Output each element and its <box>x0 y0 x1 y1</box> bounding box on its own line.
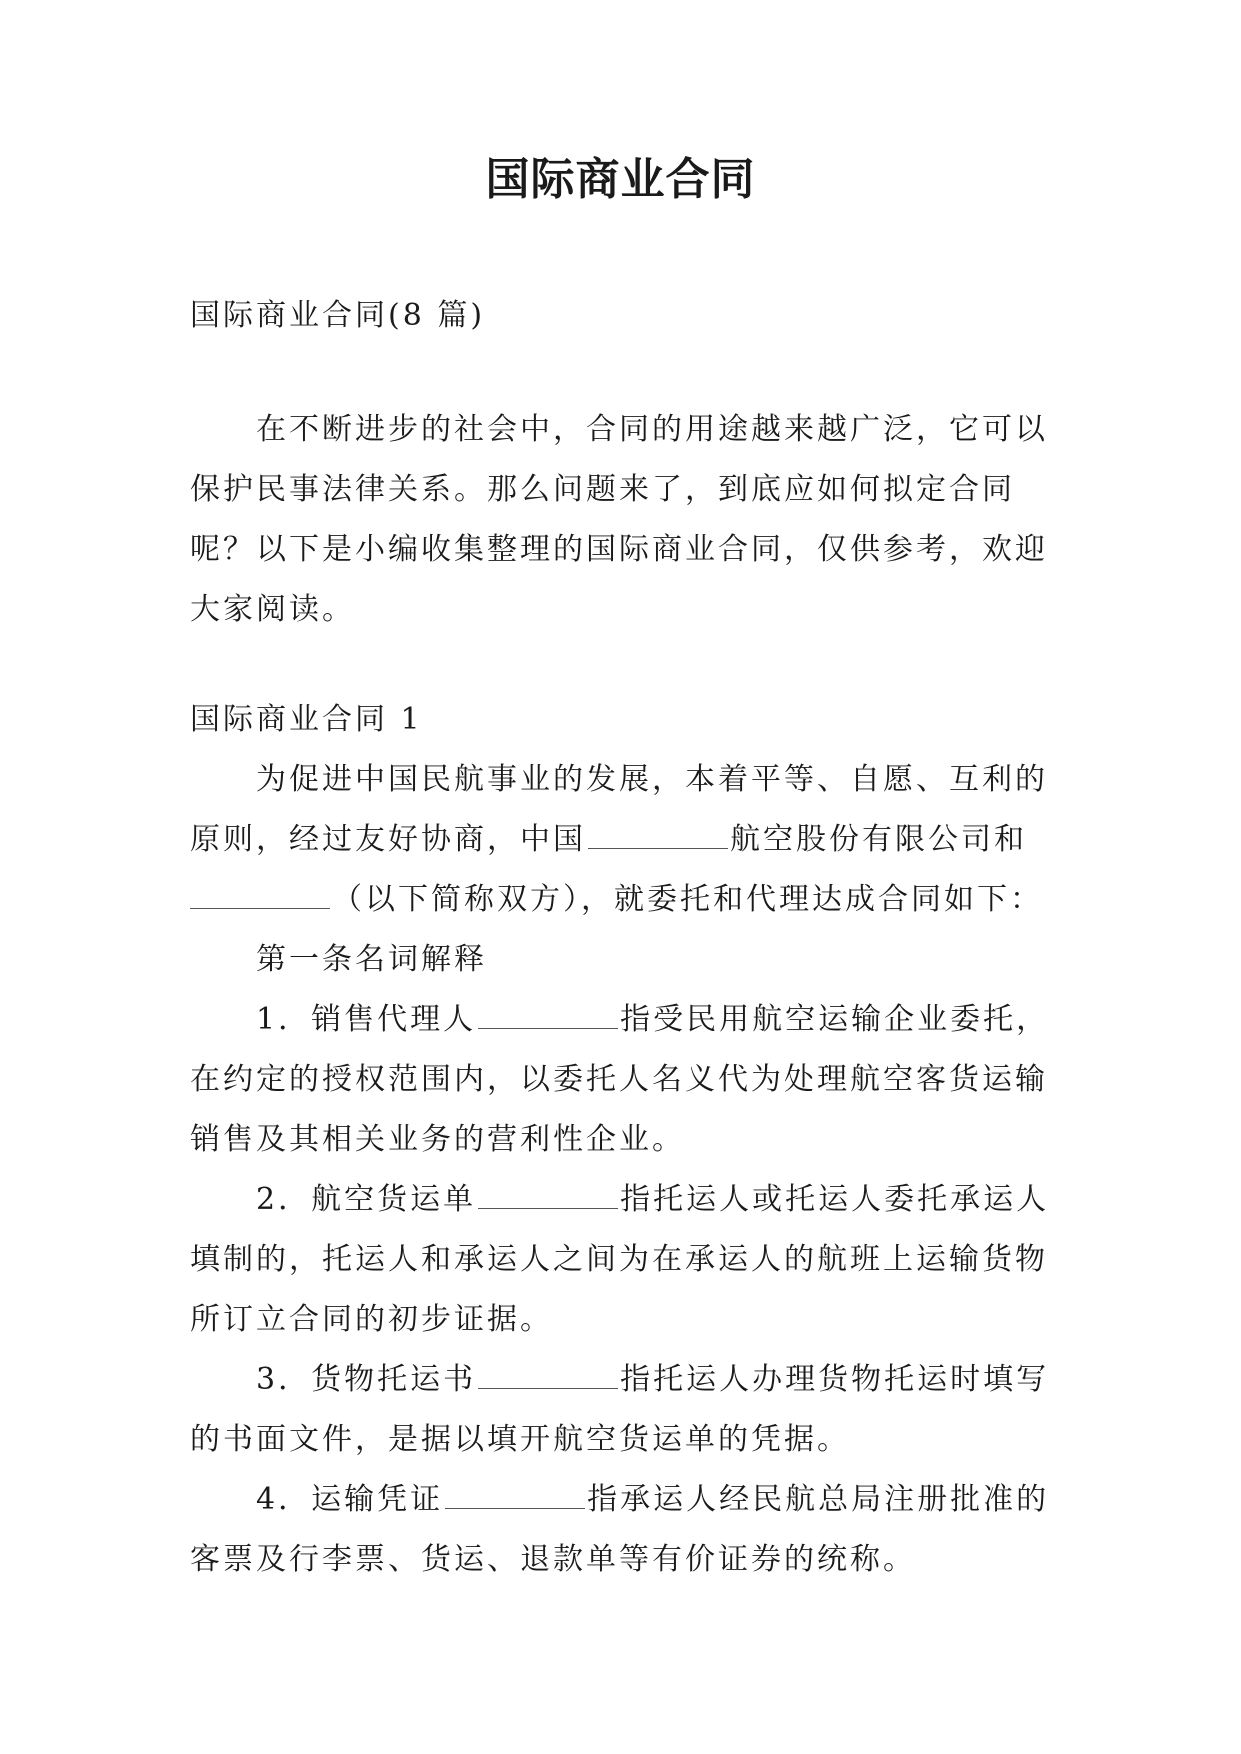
definition-term: 4．运输凭证 <box>256 1482 444 1517</box>
contract-section-1 <box>190 690 1060 1590</box>
definition-item-4 <box>190 1470 1060 1590</box>
preamble-text-c: （以下简称双方），就委托和代理达成合同如下： <box>332 882 1043 917</box>
intro-section <box>190 400 1060 640</box>
definition-term: 1．销售代理人 <box>256 1002 477 1037</box>
blank-line <box>478 1027 618 1029</box>
blank-line <box>445 1507 585 1509</box>
section-heading: 国际商业合同 1 <box>190 702 423 737</box>
preamble-paragraph <box>190 750 1060 930</box>
definition-text: 指受民用航空运输企业委托，在约定的授权范围内，以委托人名义代为处理航空客货运输销售及其相关业务的营利性企业。 <box>190 1002 1050 1157</box>
definition-term: 2．航空货运单 <box>256 1182 477 1217</box>
intro-paragraph: 在不断进步的社会中，合同的用途越来越广泛，它可以保护民事法律关系。那么问题来了，到底应如何拟定合同呢？以下是小编收集整理的国际商业合同，仅供参考，欢迎大家阅读。 <box>190 412 1048 627</box>
preamble-text-a: 为促进中国民航事业的发展，本着平等、自愿、互利的原则，经过友好协商，中国 <box>190 762 1048 857</box>
page-title: 国际商业合同 <box>485 154 756 205</box>
blank-line <box>478 1387 618 1389</box>
subtitle-text: 国际商业合同(8 篇) <box>190 298 486 333</box>
definition-item-1 <box>190 990 1060 1170</box>
definition-term: 3．货物托运书 <box>256 1362 477 1397</box>
blank-line <box>478 1207 618 1209</box>
article-heading: 第一条名词解释 <box>256 942 487 977</box>
definition-item-2 <box>190 1170 1060 1350</box>
definition-text: 指托运人办理货物托运时填写的书面文件，是据以填开航空货运单的凭据。 <box>190 1362 1050 1457</box>
preamble-text-b: 航空股份有限公司和 <box>730 822 1027 857</box>
blank-line <box>588 847 728 849</box>
definition-text: 指托运人或托运人委托承运人填制的，托运人和承运人之间为在承运人的航班上运输货物所订立合同的初步证据。 <box>190 1182 1050 1337</box>
document-subtitle <box>190 286 1060 346</box>
definition-text: 指承运人经民航总局注册批准的客票及行李票、货运、退款单等有价证券的统称。 <box>190 1482 1050 1577</box>
blank-line <box>190 907 330 909</box>
definition-item-3 <box>190 1350 1060 1470</box>
